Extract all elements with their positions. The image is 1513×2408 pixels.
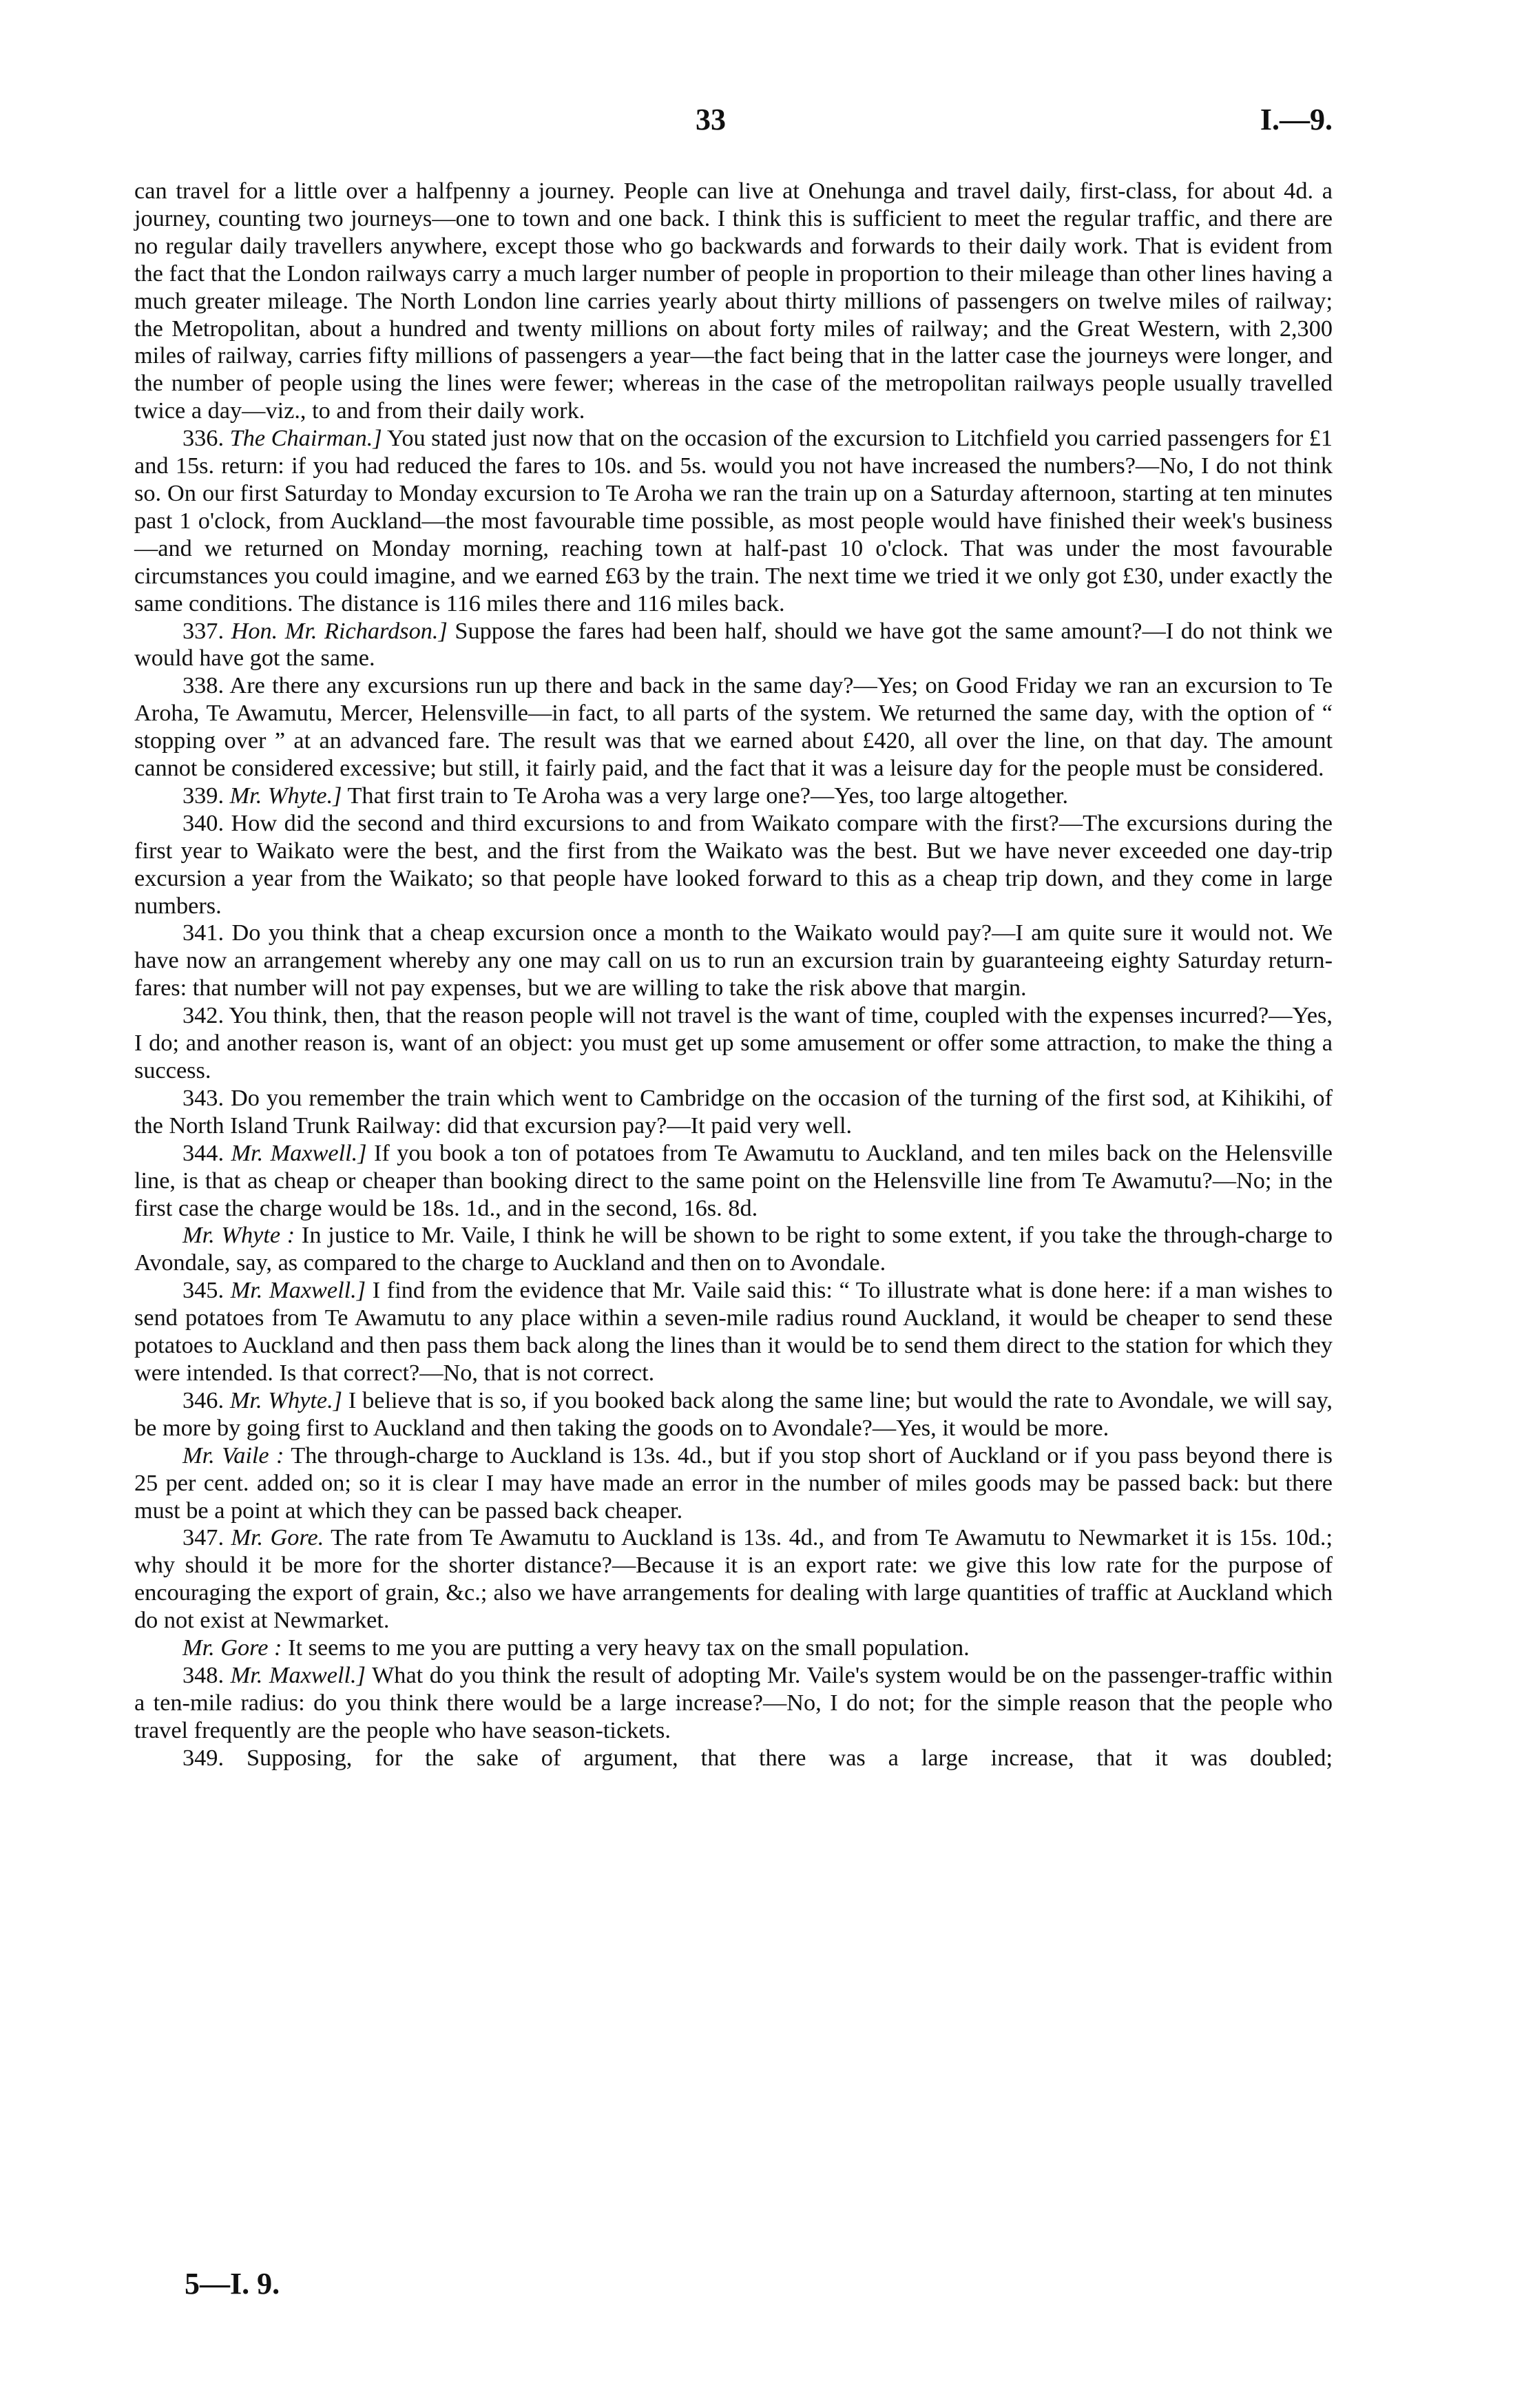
question-number: 341. [182, 920, 225, 946]
statement-gore [134, 1634, 1333, 1662]
paragraph-text: The through-charge to Auckland is 13s. 4d., but if you stop short of Auckland or if you pass beyond there is 25 per cent. added on; so it is clear I may have made an error in the number of miles goods may be passed back: but there must be a point at which they can be passed back cheaper. [134, 1442, 1333, 1524]
paragraph-text: Supposing, for the sake of argument, that there was a large increase, that it was doubled; [246, 1744, 1333, 1771]
question-number: 340. [182, 809, 225, 836]
paragraph-text: You think, then, that the reason people will not travel is the want of time, coupled with the expenses incurred?—Yes, I do; and another reason is, want of an object: you must get up some amusement or offer some attraction, to make the thing a success. [134, 1002, 1333, 1083]
speaker: Mr. Whyte.] [229, 1387, 342, 1413]
question-number: 336. [182, 425, 225, 452]
paragraph-text: Do you think that a cheap excursion once a month to the Waikato would pay?—I am quite sure it would not. We have now an arrangement whereby any one may call on us to run an excursion train by guaranteeing eighty Saturday return-fares: that number will not pay expenses, but we are willing to take the risk above that margin. [134, 920, 1333, 1001]
paragraph-text: What do you think the result of adopting Mr. Vaile's system would be on the passenger-traffic within a ten-mile radius: do you think there would be a large increase?—No, I do not; for the simple reason that the people who travel frequently are the people who have season-tickets. [134, 1661, 1333, 1743]
document-reference: I.—9. [1260, 103, 1333, 136]
paragraph-text: Are there any excursions run up there and back in the same day?—Yes; on Good Friday we ran an excursion to Te Aroha, Te Awamutu, Mercer, Helensville—in fact, to all parts of the system. We returned the same day, with the option of “ stopping over ” at an advanced fare. The result was that we earned about £420, all over the line, on that day. The amount cannot be considered excessive; but still, it fairly paid, and the fact that it was a leisure day for the people must be considered. [134, 672, 1333, 782]
question-number: 339. [182, 782, 225, 809]
question-344 [134, 1140, 1333, 1223]
question-339 [134, 782, 1333, 810]
paragraph-text: Suppose the fares had been half, should we have got the same amount?—I do not think we would have got the same. [134, 617, 1333, 672]
speaker: Mr. Whyte : [182, 1222, 295, 1249]
question-341 [134, 920, 1333, 1002]
speaker: Mr. Maxwell.] [230, 1661, 366, 1688]
question-349 [134, 1745, 1333, 1772]
question-345 [134, 1277, 1333, 1387]
question-number: 338. [182, 672, 225, 699]
speaker: Mr. Whyte.] [229, 782, 342, 809]
paragraph-text: If you book a ton of potatoes from Te Awamutu to Auckland, and ten miles back on the Helensville line, is that as cheap or cheaper than booking direct to the same point on the Helensville line from Te Awamutu?—No; in the first case the charge would be 18s. 1d., and in the second, 16s. 8d. [134, 1139, 1333, 1221]
question-337 [134, 618, 1333, 673]
question-number: 346. [182, 1387, 225, 1413]
question-number: 347. [182, 1524, 225, 1551]
speaker: Mr. Gore : [182, 1634, 282, 1661]
speaker: Mr. Maxwell.] [230, 1277, 366, 1304]
paragraph-continuation [134, 178, 1333, 425]
paragraph-text: Do you remember the train which went to Cambridge on the occasion of the turning of the first sod, at Kihikihi, of the North Island Trunk Railway: did that excursion pay?—It paid very well. [134, 1084, 1333, 1139]
question-number: 344. [182, 1139, 225, 1166]
question-342 [134, 1002, 1333, 1085]
question-343 [134, 1085, 1333, 1140]
question-340 [134, 810, 1333, 920]
speaker: Mr. Gore. [231, 1524, 324, 1551]
question-number: 342. [182, 1002, 225, 1029]
question-number: 349. [182, 1744, 225, 1771]
question-338 [134, 672, 1333, 782]
paragraph-text: I believe that is so, if you booked back along the same line; but would the rate to Avondale, we will say, be more by going first to Auckland and then taking the goods on to Avondale?—Yes, it would be more. [134, 1387, 1333, 1441]
question-336 [134, 425, 1333, 617]
signature-mark: 5—I. 9. [185, 2267, 280, 2301]
question-number: 345. [182, 1277, 225, 1304]
question-number: 348. [182, 1661, 225, 1688]
question-number: 343. [182, 1084, 225, 1111]
speaker: The Chairman.] [229, 425, 382, 452]
paragraph-text: can travel for a little over a halfpenny a journey. People can live at Onehunga and travel daily, first-class, for about 4d. a journey, counting two journeys—one to town and one back. I think this is sufficient to meet the regular traffic, and there are no regular daily travellers anywhere, except those who go backwards and forwards to their daily work. That is evident from the fact that the London railways carry a much larger number of people in proportion to their mileage than other lines having a much greater mileage. The North London line carries yearly about thirty millions of passengers on twelve miles of railway; the Metropolitan, about a hundred and twenty millions on about forty miles of railway; and the Great Western, with 2,300 miles of railway, carries fifty millions of passengers a year—the fact being that in the latter case the journeys were longer, and the number of people using the lines were fewer; whereas in the case of the metropolitan railways people usually travelled twice a day—viz., to and from their daily work. [134, 178, 1333, 424]
question-347 [134, 1524, 1333, 1634]
paragraph-text: How did the second and third excursions to and from Waikato compare with the first?—The excursions during the first year to Waikato were the best, and the first from the Waikato was the best. But we have never exceeded one day-trip excursion a year from the Waikato; so that people have looked forward to this as a cheap trip down, and they come in large numbers. [134, 809, 1333, 919]
paragraph-text: That first train to Te Aroha was a very large one?—Yes, too large altogether. [347, 782, 1069, 809]
paragraph-text: You stated just now that on the occasion of the excursion to Litchfield you carried passengers for £1 and 15s. return: if you had reduced the fares to 10s. and 5s. would you not have increased the numbers?—No, I do not think so. On our first Saturday to Monday excursion to Te Aroha we ran the train up on a Saturday afternoon, starting at ten minutes past 1 o'clock, from Auckland—the most favourable time possible, as most people would have finished their week's business—and we returned on Monday morning, reaching town at half-past 10 o'clock. That was under the most favourable circumstances you could imagine, and we earned £63 by the train. The next time we tried it we only got £30, under exactly the same conditions. The distance is 116 miles there and 116 miles back. [134, 425, 1333, 616]
question-348 [134, 1662, 1333, 1745]
paragraph-text: It seems to me you are putting a very heavy tax on the small population. [288, 1634, 970, 1661]
paragraph-text: The rate from Te Awamutu to Auckland is 13s. 4d., and from Te Awamutu to Newmarket it is 15s. 10d.; why should it be more for the shorter distance?—Because it is an export rate: we give this low rate for the purpose of encouraging the export of grain, &c.; also we have arrangements for dealing with large quantities of traffic at Auckland which do not exist at Newmarket. [134, 1524, 1333, 1634]
page-header [0, 102, 1513, 143]
page-number: 33 [696, 103, 726, 136]
speaker: Hon. Mr. Richardson.] [231, 617, 448, 644]
paragraph-text: In justice to Mr. Vaile, I think he will be shown to be right to some extent, if you take the through-charge to Avondale, say, as compared to the charge to Auckland and then on to Avondale. [134, 1222, 1333, 1276]
question-346 [134, 1387, 1333, 1442]
speaker: Mr. Vaile : [182, 1442, 284, 1468]
speaker: Mr. Maxwell.] [231, 1139, 367, 1166]
question-number: 337. [182, 617, 225, 644]
statement-vaile [134, 1442, 1333, 1525]
body-text [134, 178, 1333, 1772]
paragraph-text: I find from the evidence that Mr. Vaile said this: “ To illustrate what is done here: if a man wishes to send potatoes from Te Awamutu to any place within a seven-mile radius round Auckland, it would be cheaper to send these potatoes to Auckland and then pass them back along the lines than it would be to send them direct to the station for which they were intended. Is that correct?—No, that is not correct. [134, 1277, 1333, 1386]
statement-whyte [134, 1222, 1333, 1277]
